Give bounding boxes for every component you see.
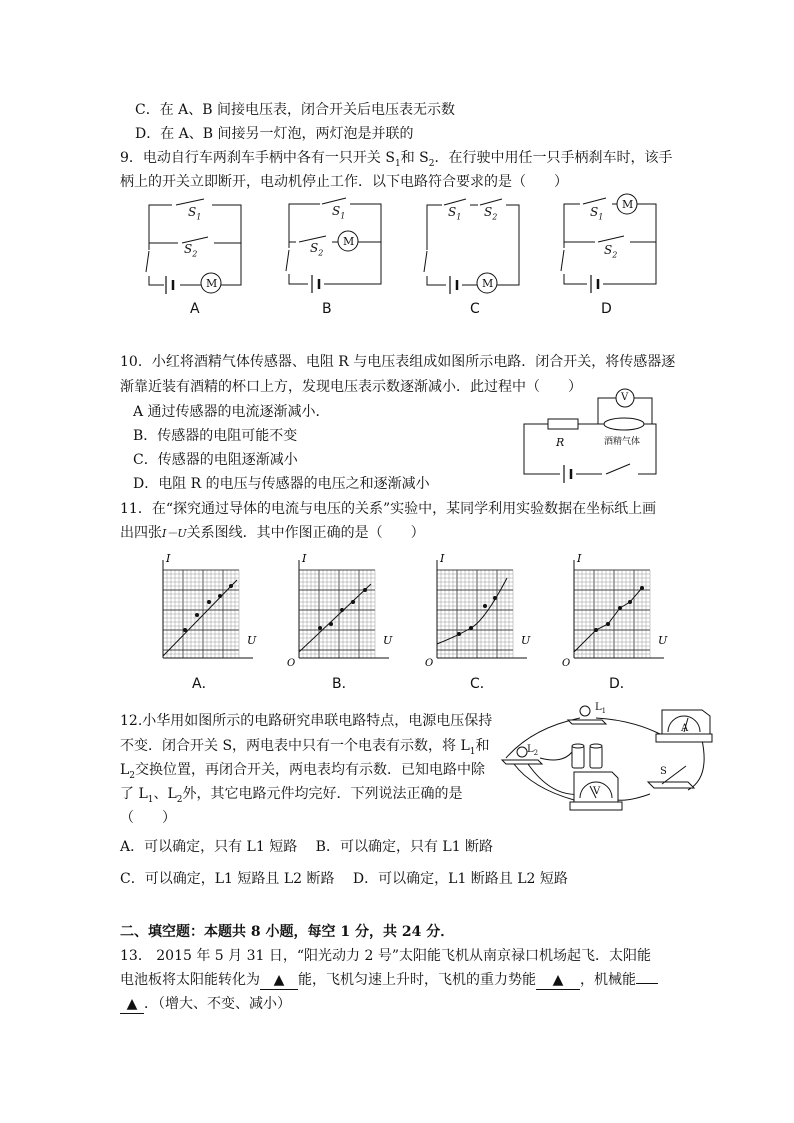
q12-options-ab: A．可以确定，只有 L1 短路 B．可以确定，只有 L1 断路 [120,839,494,855]
q8-option-c: C．在 A、B 间接电压表，闭合开关后电压表无示数 [135,102,456,118]
q12-label-s: S [660,766,667,777]
data-point [229,584,233,588]
label-s1-c: $S_1$ [448,205,462,222]
q12-stem-line3: $L_2$交换位置，再闭合开关，两电表均有示数．已知电路中除 [120,762,486,781]
axis-label-u: U [247,634,257,647]
data-point [351,600,355,604]
data-point [340,608,344,612]
data-point [363,588,367,592]
data-point [618,606,622,610]
q12-apparatus [492,698,722,828]
q11-stem-line1: 11．在“探究通过导体的电流与电压的关系”实验中，某同学利用实验数据在坐标纸上画 [120,501,657,517]
q12-label-l2: $L_2$ [527,744,539,757]
data-point [195,613,199,617]
q9-option-a: A [190,301,200,317]
motor-d: M [622,198,634,211]
q12-label-a: A [681,723,689,734]
data-point [469,626,473,630]
origin-label: O [287,658,296,669]
q10-option-d: D．电阻 R 的电压与传感器的电压之和逐渐减小 [133,476,430,492]
origin-label: O [562,658,571,669]
q10-label-r: R [556,436,565,449]
data-point [606,622,610,626]
q10-label-sensor: 酒精气体 [604,437,641,447]
q10-option-b: B．传感器的电阻可能不变 [133,428,298,444]
data-point [318,626,322,630]
label-s2-a: $S_2$ [184,242,198,259]
data-point [329,622,333,626]
label-s2-b: $S_2$ [310,241,324,258]
data-point [493,596,497,600]
q13-line2: 电池板将太阳能转化为 ▲ 能，飞机匀速上升时，飞机的重力势能 ▲ ，机械能 [120,971,658,990]
data-point [457,632,461,636]
q9-option-c: C [470,301,480,317]
q11-stem-line2: 出四张I－U关系图线．其中作图正确的是（ ） [120,525,425,541]
q10-stem-line1: 10．小红将酒精气体传感器、电阻 R 与电压表组成如图所示电路．闭合开关，将传感器逐 [120,354,676,370]
q11-option-c: C． [470,676,494,692]
data-point [640,586,644,590]
q9-option-b: B [322,301,332,317]
motor-a: M [206,277,218,290]
data-point [483,604,487,608]
axis-label-u: U [521,634,531,647]
label-s2-c: $S_2$ [484,205,498,222]
label-s1-b: $S_1$ [332,204,346,221]
section2-title: 二、填空题：本题共 8 小题，每空 1 分，共 24 分． [120,924,455,940]
q11-option-a: A． [192,676,216,692]
data-point [183,628,187,632]
motor-c: M [482,277,494,290]
q9-option-d: D [601,301,612,317]
q9-stem-line2: 柄上的开关立即断开，电动机停止工作．以下电路符合要求的是（ ） [120,174,568,190]
q8-option-d: D．在 A、B 间接另一灯泡，两灯泡是并联的 [135,126,414,142]
data-point [218,594,222,598]
axis-label-i: I [440,552,445,565]
q11-option-d: D． [609,676,634,692]
q10-label-v: V [621,392,629,403]
fit-zigzag [574,588,642,652]
origin-label: O [425,658,434,669]
motor-b: M [343,235,355,248]
axis-label-i: I [577,552,582,565]
q11-option-b: B． [332,676,356,692]
q13-line3: ▲ ．（增大、不变、减小） [120,995,291,1014]
axis-label-i: I [166,552,171,565]
q10-stem-line2: 渐靠近装有酒精的杯口上方，发现电压表示数逐渐减小．此过程中（ ） [120,379,582,395]
axis-label-u: U [658,634,668,647]
data-point [207,600,211,604]
q10-option-c: C．传感器的电阻逐渐减小 [133,452,298,468]
q12-stem-line1: 12.小华用如图所示的电路研究串联电路特点，电源电压保持 [120,713,493,729]
label-s2-d: $S_2$ [604,243,618,260]
q12-stem-line4: 了 $L_1$、$L_2$外，其它电路元件均完好．下列说法正确的是 [120,786,463,805]
q12-label-l1: $L_1$ [595,702,607,715]
data-point [594,628,598,632]
axis-label-u: U [383,634,393,647]
q12-options-cd: C．可以确定，L1 短路且 L2 断路 D．可以确定，L1 断路且 L2 短路 [120,871,568,887]
q10-option-a: A 通过传感器的电流逐渐减小． [133,404,330,420]
q12-label-v: V [593,786,601,797]
q13-line1: 13． 2015 年 5 月 31 日，“阳光动力 2 号”太阳能飞机从南京禄口机场起飞．太阳能 [120,948,651,964]
label-s1-a: $S_1$ [188,205,202,222]
q9-stem-line1: 9．电动自行车两刹车手柄中各有一只开关 $S_1$和 $S_2$．在行驶中用任一只手柄刹车时，该手 [120,150,673,169]
axis-label-i: I [302,552,307,565]
label-s1-d: $S_1$ [590,205,604,222]
q12-stem-line5: （ ） [120,810,176,826]
q12-stem-line2: 不变．闭合开关 S，两电表中只有一个电表有示数，将 $L_1$和 [120,738,490,757]
data-point [628,600,632,604]
